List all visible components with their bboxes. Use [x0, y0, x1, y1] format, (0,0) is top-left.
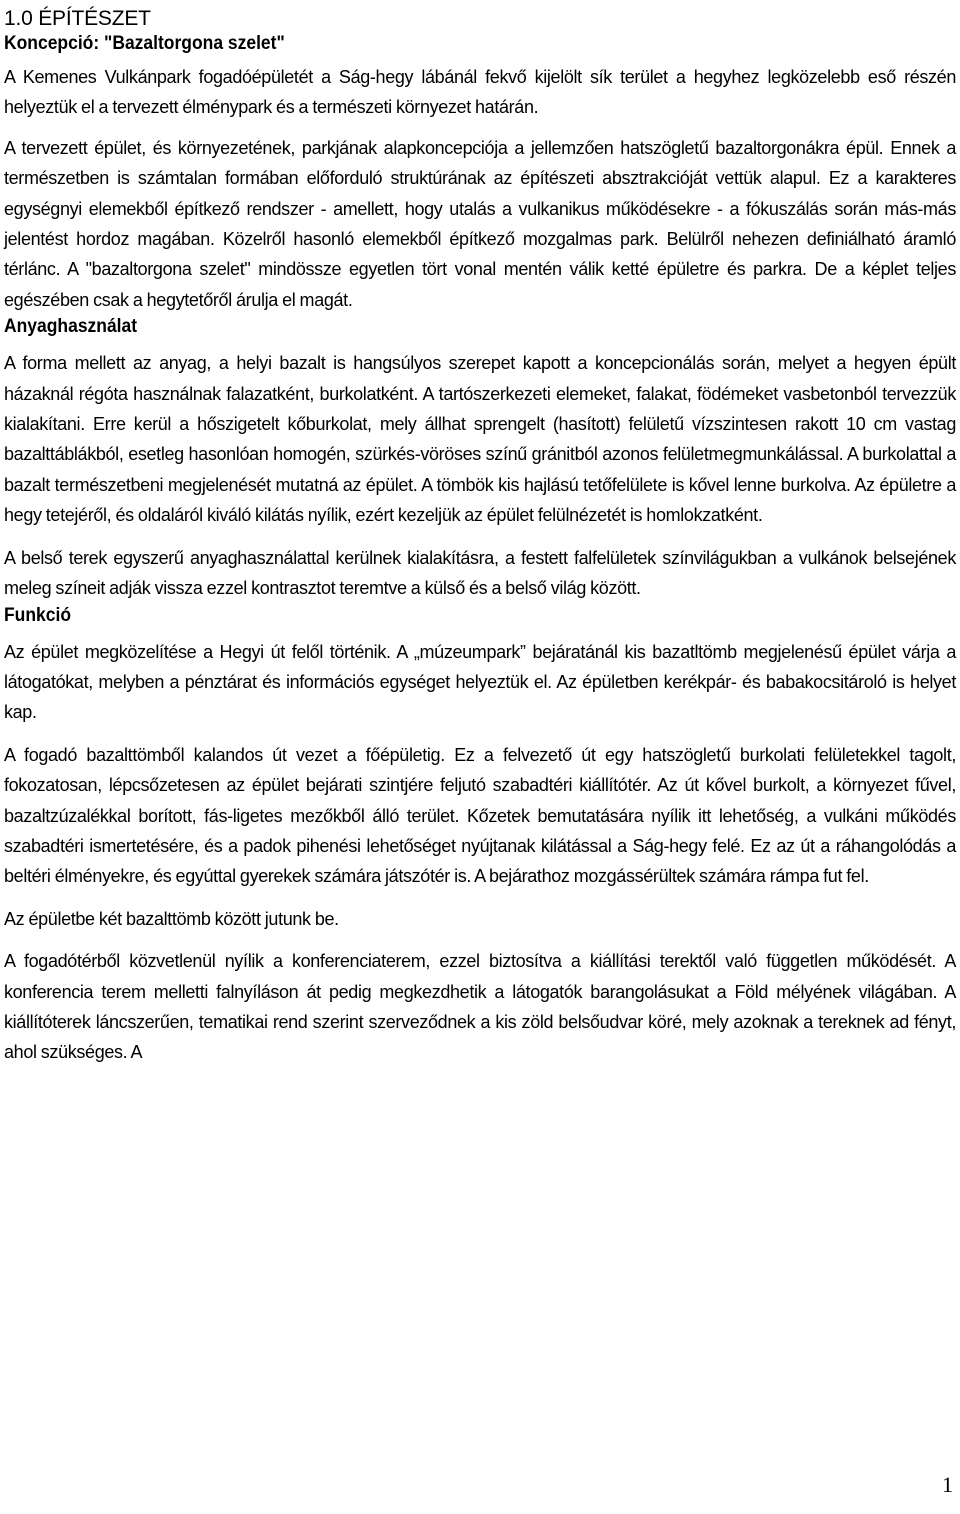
document-page: [4, 0, 956, 1068]
paragraph-material-2: A belső terek egyszerű anyaghasználattal kerülnek kialakításra, a festett falfelületek színvilágukban a vulkánok belsejének meleg színeit adják vissza ezzel kontrasztot teremtve a külső és a belső világ között.: [4, 547, 956, 599]
paragraph-function-2: A fogadó bazalttömből kalandos út vezet a főépületig. Ez a felvezető út egy hatszögletű burkolati felületekkel tagolt, fokozatosan, lépcsőzetesen az épület bejárati szintjére feljutó szabadtéri kiállítótér. Az út kővel burkolt, a környezet fűvel, bazaltzúzalékkal borított, fás-ligetes mezőkből álló terület. Kőzetek bemutatására nyílik itt lehetőség, a vulkáni működés szabadtéri ismertetésére, és a padok pihenési lehetőséget nyújtanak kilátással a Ság-hegy felé. Ez az út a ráhangolódás a beltéri élményekre, és egyúttal gyerekek számára játszótér is. A bejárathoz mozgássérültek számára rámpa fut fel.: [4, 744, 956, 887]
paragraph-function-1: Az épület megközelítése a Hegyi út felől történik. A „múzeumpark” bejáratánál kis bazatltömb megjelenésű épület várja a látogatókat, melyben a pénztárat és információs egységet helyeztük el. Az épületben kerékpár- és babakocsitároló is helyet kap.: [4, 641, 956, 723]
paragraph-concept-2: A tervezett épület, és környezetének, parkjának alapkoncepciója a jellemzően hatszögletű bazaltorgonákra épül. Ennek a természetben is számtalan formában előforduló struktúrának az építészeti absztrakcióját vettük alapul. Ez a karakteres egységnyi elemekből építkező rendszer - amellett, hogy utalás a vulkanikus működésekre - a fókuszálás során más-más jelentést hordoz magában. Közelről hasonló elemekből építkező mozgalmas park. Belülről nehezen definiálható áramló térlánc. A "bazaltorgona szelet" mindössze egyetlen tört vonal mentén válik ketté épületre és parkra. De a képlet teljes egészében csak a hegytetőről árulja el magát.: [4, 137, 956, 310]
page-number: 1: [942, 1472, 953, 1497]
chapter-title: 1.0 ÉPÍTÉSZET: [4, 7, 151, 30]
section-heading-material: Anyaghasználat: [4, 316, 138, 338]
paragraph-concept-1: A Kemenes Vulkánpark fogadóépületét a Ság-hegy lábánál fekvő kijelölt sík terület a hegyhez legközelebb eső részén helyeztük el a tervezett élménypark és a természeti környezet határán.: [4, 67, 956, 118]
section-heading-concept: Koncepció: "Bazaltorgona szelet": [4, 33, 285, 54]
paragraph-material-1: A forma mellett az anyag, a helyi bazalt is hangsúlyos szerepet kapott a koncepcionálás során, melyet a hegyen épült házaknál régóta használnak falazatként, burkolatként. A tartószerkezeti elemeket, falakat, födémeket vasbetonból tervezzük kialakítani. Erre kerül a hőszigetelt kőburkolat, mely állhat sprengelt (hasított) felületű vízszintesen rakott 10 cm vastag bazalttáblákból, esetleg hasonlóan homogén, szürkés-vöröses színű gránitból azonos felületmegmunkálással. A burkolattal a bazalt természetbeni megjelenését mutatná az épület. A tömbök kis hajlású tetőfelülete is kővel lenne burkolva. Az épületre a hegy tetejéről, és oldaláról kiváló kilátás nyílik, ezért kezeljük az épület felülnézetét is homlokzatként.: [4, 353, 956, 526]
paragraph-function-4: A fogadótérből közvetlenül nyílik a konferenciaterem, ezzel biztosítva a kiállítási terektől való független működését. A konferencia terem melletti falnyíláson át pedig megkezdhetik a látogatók barangolásukat a Föld mélyének világában. A kiállítóterek láncszerűen, tematikai rend szerint szerveződnek a kis zöld belsőudvar köré, mely azoknak a tereknek ad fényt, ahol szükséges. A: [4, 951, 956, 1063]
paragraph-function-3: Az épületbe két bazalttömb között jutunk be.: [4, 908, 339, 929]
section-heading-function: Funkció: [4, 604, 72, 626]
